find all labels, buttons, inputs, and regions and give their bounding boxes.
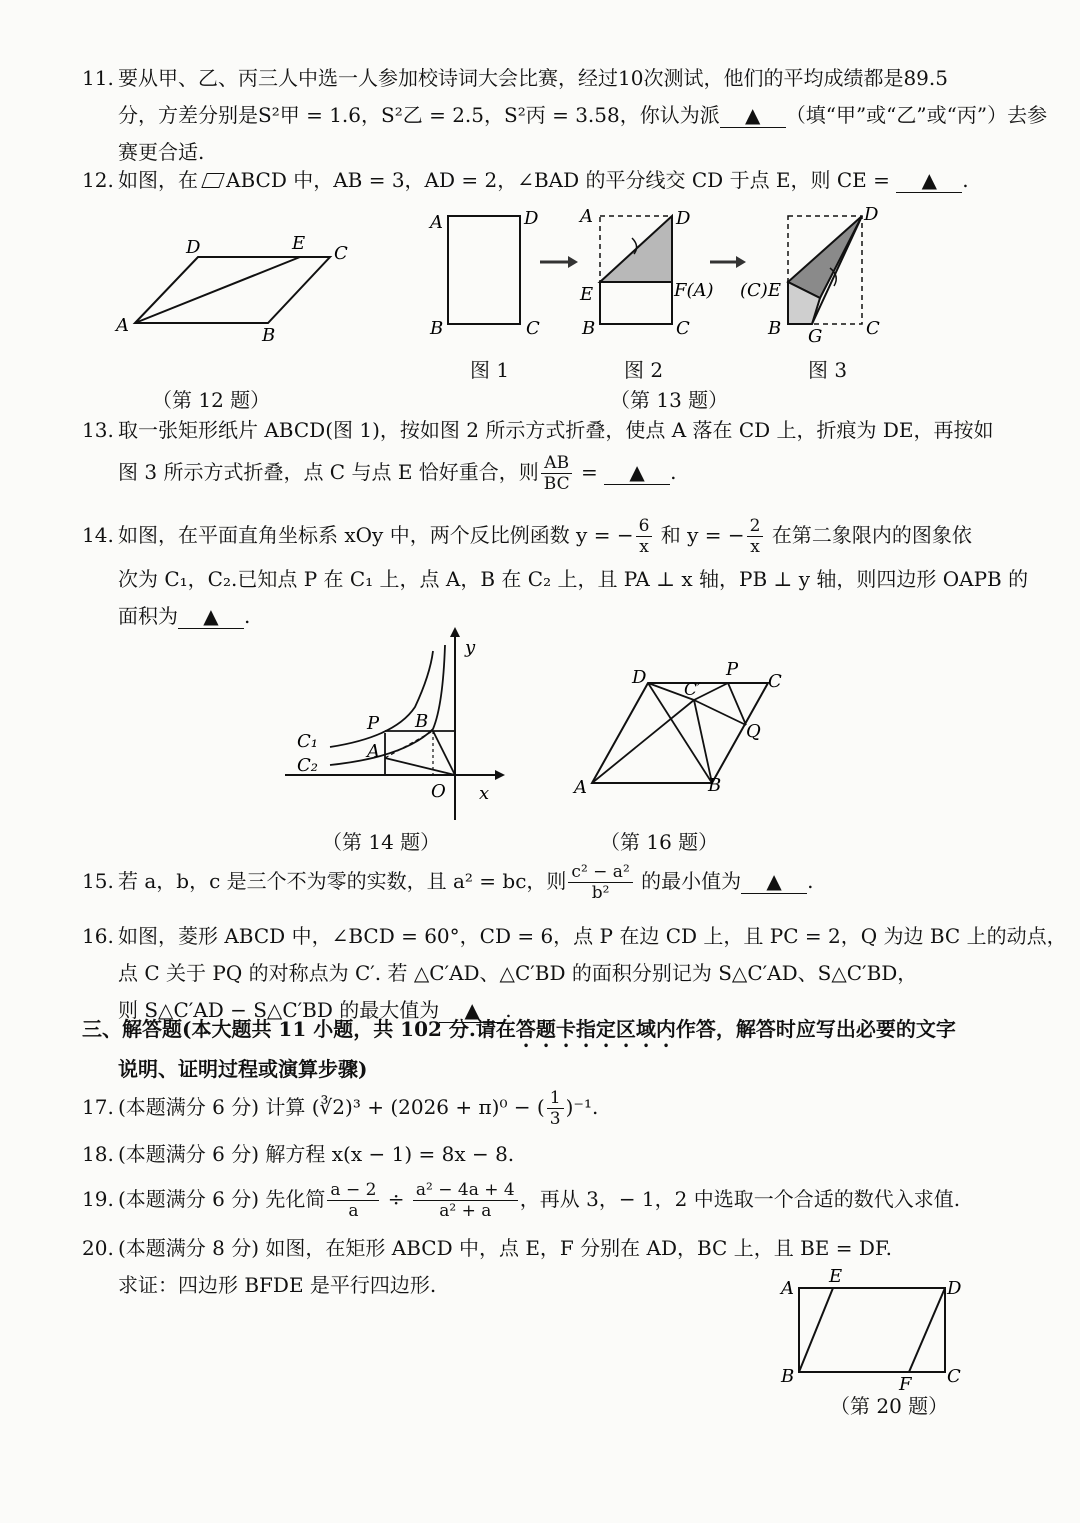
parallelogram-symbol bbox=[201, 173, 224, 188]
question-18 bbox=[82, 1136, 1002, 1173]
label-f: F bbox=[899, 1374, 912, 1392]
section-3-heading bbox=[82, 1012, 1022, 1086]
question-13: 13. 取一张矩形纸片 ABCD(图 1)，按如图 2 所示方式折叠，使点 A 落在 CD 上，折痕为 DE，再按如 图 3 所示方式折叠，点 C 与点 E 恰好重合，则 $\frac{AB}{BC}$ = ▲ . bbox=[82, 412, 1002, 494]
fraction-2 bbox=[413, 1180, 518, 1221]
question-text: 图 3 所示方式折叠，点 C 与点 E 恰好重合，则 bbox=[118, 460, 539, 484]
label-c-prime: C′ bbox=[684, 680, 701, 700]
rectangle-abcd bbox=[799, 1288, 945, 1372]
caption-fig3: 图 3 bbox=[808, 358, 848, 382]
arrow-right-icon bbox=[710, 256, 746, 268]
question-text: (本题满分 6 分) 计算 (∛2)³ + (2026 + π)⁰ − ( bbox=[118, 1095, 545, 1119]
question-16: 16. 如图，菱形 ABCD 中，∠BCD = 60°，CD = 6，点 P 在边 CD 上，且 PC = 2，Q 为边 BC 上的动点， 点 C 关于 PQ 的对称点为 C′. 若 △C′AD、△C′BD 的面积分别记为 S△C′AD、S△C′BD， 则 S△C′AD − S△C′BD 的最大值为 ▲ . bbox=[82, 918, 1002, 1029]
question-text: 在第二象限内的图象依 bbox=[771, 523, 972, 547]
question-number: 19. bbox=[82, 1187, 114, 1211]
label-c2: C₂ bbox=[297, 755, 318, 776]
fig2-rectangle-lower bbox=[600, 282, 672, 324]
question-15: 15. 若 a，b，c 是三个不为零的实数，且 a² = bc，则 $\frac{\text{c² − a²}}{\text{b²}}$ 的最小值为 ▲ . bbox=[82, 862, 814, 903]
segment-be bbox=[799, 1288, 833, 1372]
label-a: A bbox=[367, 741, 380, 762]
denominator: a² + a bbox=[439, 1201, 492, 1221]
y-axis-arrow bbox=[450, 627, 460, 637]
label-b: B bbox=[262, 325, 276, 346]
question-text: )⁻¹. bbox=[565, 1095, 599, 1119]
question-text: 如图，在 bbox=[118, 168, 198, 192]
fraction-1-3 bbox=[547, 1088, 564, 1129]
question-text: ，你认为派 bbox=[619, 103, 720, 127]
label-d: D bbox=[947, 1278, 962, 1299]
section-text: 说明、证明过程或演算步骤) bbox=[118, 1057, 368, 1081]
question-text: 如图，在平面直角坐标系 xOy 中，两个反比例函数 y = − bbox=[118, 523, 634, 547]
question-text: 分，方差分别是 bbox=[118, 103, 258, 127]
question-text: 取一张矩形纸片 ABCD(图 1)，按如图 2 所示方式折叠，使点 A 落在 CD 上，折痕为 DE，再按如 bbox=[118, 418, 994, 442]
figure-14 bbox=[285, 625, 505, 825]
fig1-rectangle bbox=[448, 216, 520, 324]
denominator: x bbox=[750, 537, 760, 557]
label-q: Q bbox=[746, 721, 761, 742]
question-text: ，再从 3，− 1，2 中选取一个合适的数代入求值. bbox=[519, 1187, 961, 1211]
bisector-ae bbox=[135, 257, 300, 323]
fig3-label-b: B bbox=[768, 318, 782, 339]
fig2-label-d: D bbox=[676, 208, 691, 229]
question-number: 16. bbox=[82, 924, 114, 948]
figure-12 bbox=[110, 225, 370, 350]
fraction-1 bbox=[327, 1180, 379, 1221]
parallelogram-abcd bbox=[135, 257, 330, 323]
question-number: 20. bbox=[82, 1236, 114, 1260]
question-text: 和 y = − bbox=[660, 523, 745, 547]
label-b: B bbox=[708, 775, 722, 796]
divide-operator: ÷ bbox=[387, 1187, 405, 1211]
fig2-label-a: A bbox=[580, 206, 593, 227]
label-b: B bbox=[781, 1366, 795, 1387]
question-text: (本题满分 8 分) 如图，在矩形 ABCD 中，点 E，F 分别在 AD，BC 上，且 BE = DF. bbox=[118, 1236, 893, 1260]
segment-qc-prime bbox=[694, 700, 746, 725]
fig2-label-c: C bbox=[676, 318, 690, 339]
question-number: 12. bbox=[82, 168, 114, 192]
answer-blank[interactable]: ▲ bbox=[720, 103, 786, 128]
fig3-label-g: G bbox=[808, 326, 823, 347]
answer-blank[interactable]: ▲ bbox=[896, 168, 962, 193]
segment-oa bbox=[385, 758, 455, 775]
question-text: 则 S△C′AD − S△C′BD 的最大值为 bbox=[118, 998, 440, 1022]
caption-fig1: 图 1 bbox=[470, 358, 510, 382]
fraction-ab-bc bbox=[541, 453, 573, 494]
question-text: 要从甲、乙、丙三人中选一人参加校诗词大会比赛，经过10次测试，他们的平均成绩都是89.5 bbox=[118, 66, 948, 90]
variance-yi: S²乙 = 2.5 bbox=[381, 103, 484, 127]
label-o: O bbox=[431, 781, 446, 802]
question-text: ABCD 中，AB = 3，AD = 2，∠BAD 的平分线交 CD 于点 E，则 CE = bbox=[226, 168, 890, 192]
label-a: A bbox=[574, 777, 587, 798]
answer-blank[interactable]: ▲ bbox=[439, 998, 505, 1023]
label-p: P bbox=[367, 713, 380, 734]
question-14: 14. 如图，在平面直角坐标系 xOy 中，两个反比例函数 y = − $\frac{6}{x}$ 和 y = − $\frac{2}{x}$ 在第二象限内的图象依 次为 C₁，C₂.已知点 P 在 C₁ 上，点 A，B 在 C₂ 上，且 PA ⊥ x 轴，PB ⊥ y 轴，则四边形 OAPB 的 面积为 ▲ . bbox=[82, 516, 1029, 628]
label-a: A bbox=[116, 315, 129, 336]
fraction-2-x bbox=[747, 516, 764, 557]
denominator: BC bbox=[543, 474, 570, 494]
label-p: P bbox=[726, 659, 739, 680]
emphasized-text: 答题卡指定区域内 bbox=[515, 1017, 676, 1041]
fig3-label-ce: (C)E bbox=[740, 280, 781, 301]
segment-pq bbox=[728, 683, 746, 725]
fraction-6-x bbox=[636, 516, 653, 557]
fig3-dark-triangle bbox=[788, 216, 862, 298]
question-19 bbox=[82, 1180, 1002, 1221]
figure-16 bbox=[570, 655, 800, 805]
question-number: 11. bbox=[82, 66, 114, 90]
question-11: 11. 要从甲、乙、丙三人中选一人参加校诗词大会比赛，经过10次测试，他们的平均成绩都是89.5 分，方差分别是S²甲 = 1.6，S²乙 = 2.5，S²丙 = 3.58，你认为派 ▲ （填“甲”或“乙”或“丙”）去参 赛更合适. bbox=[82, 60, 1002, 171]
numerator: a − 2 bbox=[327, 1180, 379, 1201]
label-c: C bbox=[768, 671, 782, 692]
question-text: （填“甲”或“乙”或“丙”）去参 bbox=[785, 103, 1048, 127]
segment-ob bbox=[433, 731, 455, 775]
label-c: C bbox=[334, 243, 348, 264]
answer-blank[interactable]: ▲ bbox=[741, 869, 807, 894]
question-text: 面积为 bbox=[118, 604, 178, 628]
fraction-c2-a2-over-b2 bbox=[568, 862, 632, 903]
question-number: 18. bbox=[82, 1142, 114, 1166]
question-text: 赛更合适. bbox=[118, 140, 205, 164]
label-d: D bbox=[186, 237, 201, 258]
answer-blank[interactable]: ▲ bbox=[178, 604, 244, 629]
question-12: 12. 如图，在 ABCD 中，AB = 3，AD = 2，∠BAD 的平分线交 CD 于点 E，则 CE = ▲ . bbox=[82, 162, 1002, 199]
fig2-label-fa: F(A) bbox=[674, 280, 714, 301]
question-number: 15. bbox=[82, 869, 114, 893]
question-text: 的最小值为 bbox=[641, 869, 742, 893]
diagonal-db bbox=[648, 683, 712, 783]
fig1-label-c: C bbox=[526, 318, 540, 339]
segment-ac-prime bbox=[592, 700, 694, 783]
question-number: 17. bbox=[82, 1095, 114, 1119]
numerator: 2 bbox=[747, 516, 764, 537]
section-text: 作答，解答时应写出必要的文字 bbox=[675, 1017, 956, 1041]
question-text: 次为 C₁，C₂.已知点 P 在 C₁ 上，点 A，B 在 C₂ 上，且 PA ⊥ x 轴，PB ⊥ y 轴，则四边形 OAPB 的 bbox=[118, 567, 1029, 591]
question-text: 求证：四边形 BFDE 是平行四边形. bbox=[118, 1273, 437, 1297]
caption-20: （第 20 题） bbox=[830, 1394, 949, 1418]
denominator: 3 bbox=[549, 1109, 561, 1129]
caption-fig2: 图 2 bbox=[624, 358, 664, 382]
label-e: E bbox=[292, 233, 306, 254]
label-d: D bbox=[632, 667, 647, 688]
label-a: A bbox=[781, 1278, 794, 1299]
label-x: x bbox=[479, 783, 490, 804]
variance-bing: S²丙 = 3.58 bbox=[504, 103, 620, 127]
question-text: 如图，菱形 ABCD 中，∠BCD = 60°，CD = 6，点 P 在边 CD 上，且 PC = 2，Q 为边 BC 上的动点， bbox=[118, 924, 1067, 948]
denominator: b² bbox=[591, 883, 610, 903]
question-number: 13. bbox=[82, 418, 114, 442]
denominator: x bbox=[639, 537, 649, 557]
caption-16: （第 16 题） bbox=[600, 830, 719, 854]
question-text: (本题满分 6 分) 解方程 x(x − 1) = 8x − 8. bbox=[118, 1142, 515, 1166]
question-number: 14. bbox=[82, 523, 114, 547]
question-17 bbox=[82, 1088, 1002, 1129]
caption-13: （第 13 题） bbox=[610, 388, 729, 412]
fig1-label-a: A bbox=[430, 212, 443, 233]
variance-jia: S²甲 = 1.6 bbox=[258, 103, 361, 127]
fig3-label-c: C bbox=[866, 318, 880, 339]
answer-blank[interactable]: ▲ bbox=[604, 460, 670, 485]
fig1-label-d: D bbox=[524, 208, 539, 229]
numerator: c² − a² bbox=[568, 862, 632, 883]
label-b: B bbox=[415, 711, 429, 732]
curve-c2 bbox=[330, 645, 445, 765]
label-c: C bbox=[947, 1366, 961, 1387]
label-c1: C₁ bbox=[297, 731, 318, 752]
question-text: 若 a，b，c 是三个不为零的实数，且 a² = bc，则 bbox=[118, 869, 567, 893]
arrow-right-icon bbox=[540, 256, 578, 268]
numerator: a² − 4a + 4 bbox=[413, 1180, 518, 1201]
fig1-label-b: B bbox=[430, 318, 444, 339]
fig2-label-e: E bbox=[580, 284, 594, 305]
denominator: a bbox=[348, 1201, 359, 1221]
figure-20 bbox=[775, 1262, 975, 1392]
caption-12: （第 12 题） bbox=[152, 388, 271, 412]
numerator: AB bbox=[541, 453, 572, 474]
caption-14: （第 14 题） bbox=[322, 830, 441, 854]
x-axis-arrow bbox=[495, 770, 505, 780]
numerator: 1 bbox=[547, 1088, 564, 1109]
numerator: 6 bbox=[636, 516, 653, 537]
fig3-label-d: D bbox=[864, 204, 879, 225]
label-y: y bbox=[465, 637, 476, 658]
segment-df bbox=[909, 1288, 945, 1372]
label-e: E bbox=[829, 1266, 843, 1287]
fig2-label-b: B bbox=[582, 318, 596, 339]
section-text: 三、解答题(本大题共 11 小题，共 102 分.请在 bbox=[82, 1017, 516, 1041]
question-text: (本题满分 6 分) 先化简 bbox=[118, 1187, 326, 1211]
curve-c1 bbox=[330, 651, 433, 747]
question-text: 点 C 关于 PQ 的对称点为 C′. 若 △C′AD、△C′BD 的面积分别记为 S△C′AD、S△C′BD， bbox=[118, 961, 918, 985]
